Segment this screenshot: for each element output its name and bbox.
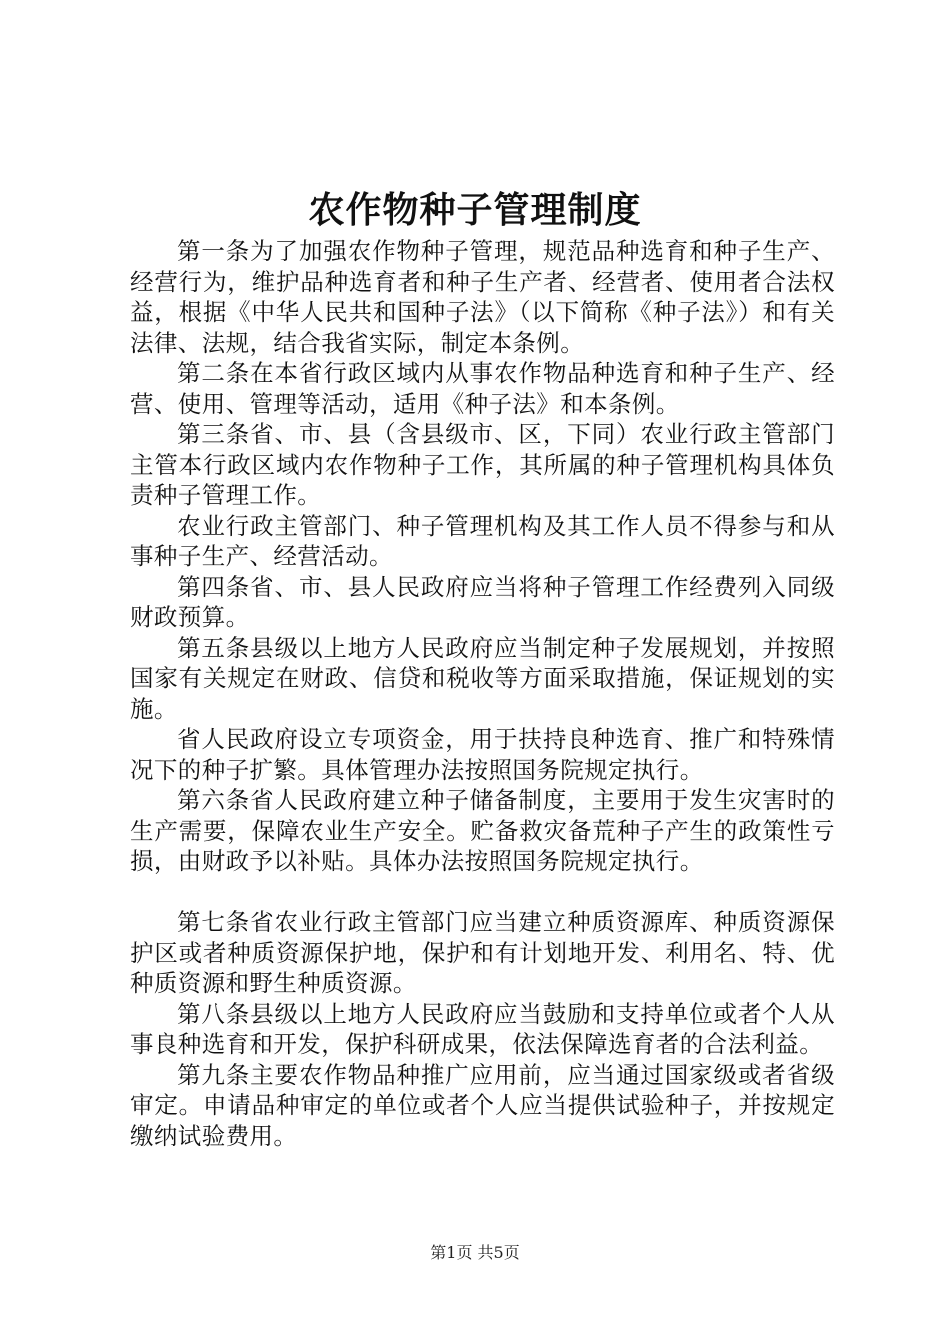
- document-title: 农作物种子管理制度: [308, 189, 642, 231]
- paragraph-article-4: 第四条省、市、县人民政府应当将种子管理工作经费列入同级财政预算。: [130, 572, 835, 631]
- paragraph-article-5: 第五条县级以上地方人民政府应当制定种子发展规划，并按照国家有关规定在财政、信贷和税收等方面采取措施，保证规划的实施。: [130, 633, 835, 723]
- paragraph-article-7: 第七条省农业行政主管部门应当建立种质资源库、种质资源保护区或者种质资源保护地，保护和有计划地开发、利用名、特、优种质资源和野生种质资源。: [130, 908, 835, 997]
- document-body: [130, 236, 835, 1151]
- paragraph-article-6: 第六条省人民政府建立种子储备制度，主要用于发生灾害时的生产需要，保障农业生产安全。贮备救灾备荒种子产生的政策性亏损，由财政予以补贴。具体办法按照国务院规定执行。: [130, 786, 835, 875]
- paragraph-article-1: 第一条为了加强农作物种子管理，规范品种选育和种子生产、经营行为，维护品种选育者和种子生产者、经营者、使用者合法权益，根据《中华人民共和国种子法》（以下简称《种子法》）和有关法律、法规，结合我省实际，制定本条例。: [130, 237, 835, 357]
- paragraph-article-3: 第三条省、市、县（含县级市、区，下同）农业行政主管部门主管本行政区域内农作物种子工作，其所属的种子管理机构具体负责种子管理工作。: [130, 420, 835, 509]
- paragraph-gap: [130, 877, 835, 908]
- paragraph-article-9: 第九条主要农作物品种推广应用前，应当通过国家级或者省级审定。申请品种审定的单位或者个人应当提供试验种子，并按规定缴纳试验费用。: [130, 1060, 835, 1150]
- page-footer: 第1页 共5页: [430, 1243, 520, 1262]
- paragraph-article-3-supplement: 农业行政主管部门、种子管理机构及其工作人员不得参与和从事种子生产、经营活动。: [130, 511, 835, 570]
- paragraph-article-2: 第二条在本省行政区域内从事农作物品种选育和种子生产、经营、使用、管理等活动，适用《种子法》和本条例。: [130, 359, 835, 418]
- paragraph-article-5-supplement: 省人民政府设立专项资金，用于扶持良种选育、推广和特殊情况下的种子扩繁。具体管理办法按照国务院规定执行。: [130, 725, 835, 784]
- paragraph-article-8: 第八条县级以上地方人民政府应当鼓励和支持单位或者个人从事良种选育和开发，保护科研成果，依法保障选育者的合法利益。: [130, 999, 835, 1058]
